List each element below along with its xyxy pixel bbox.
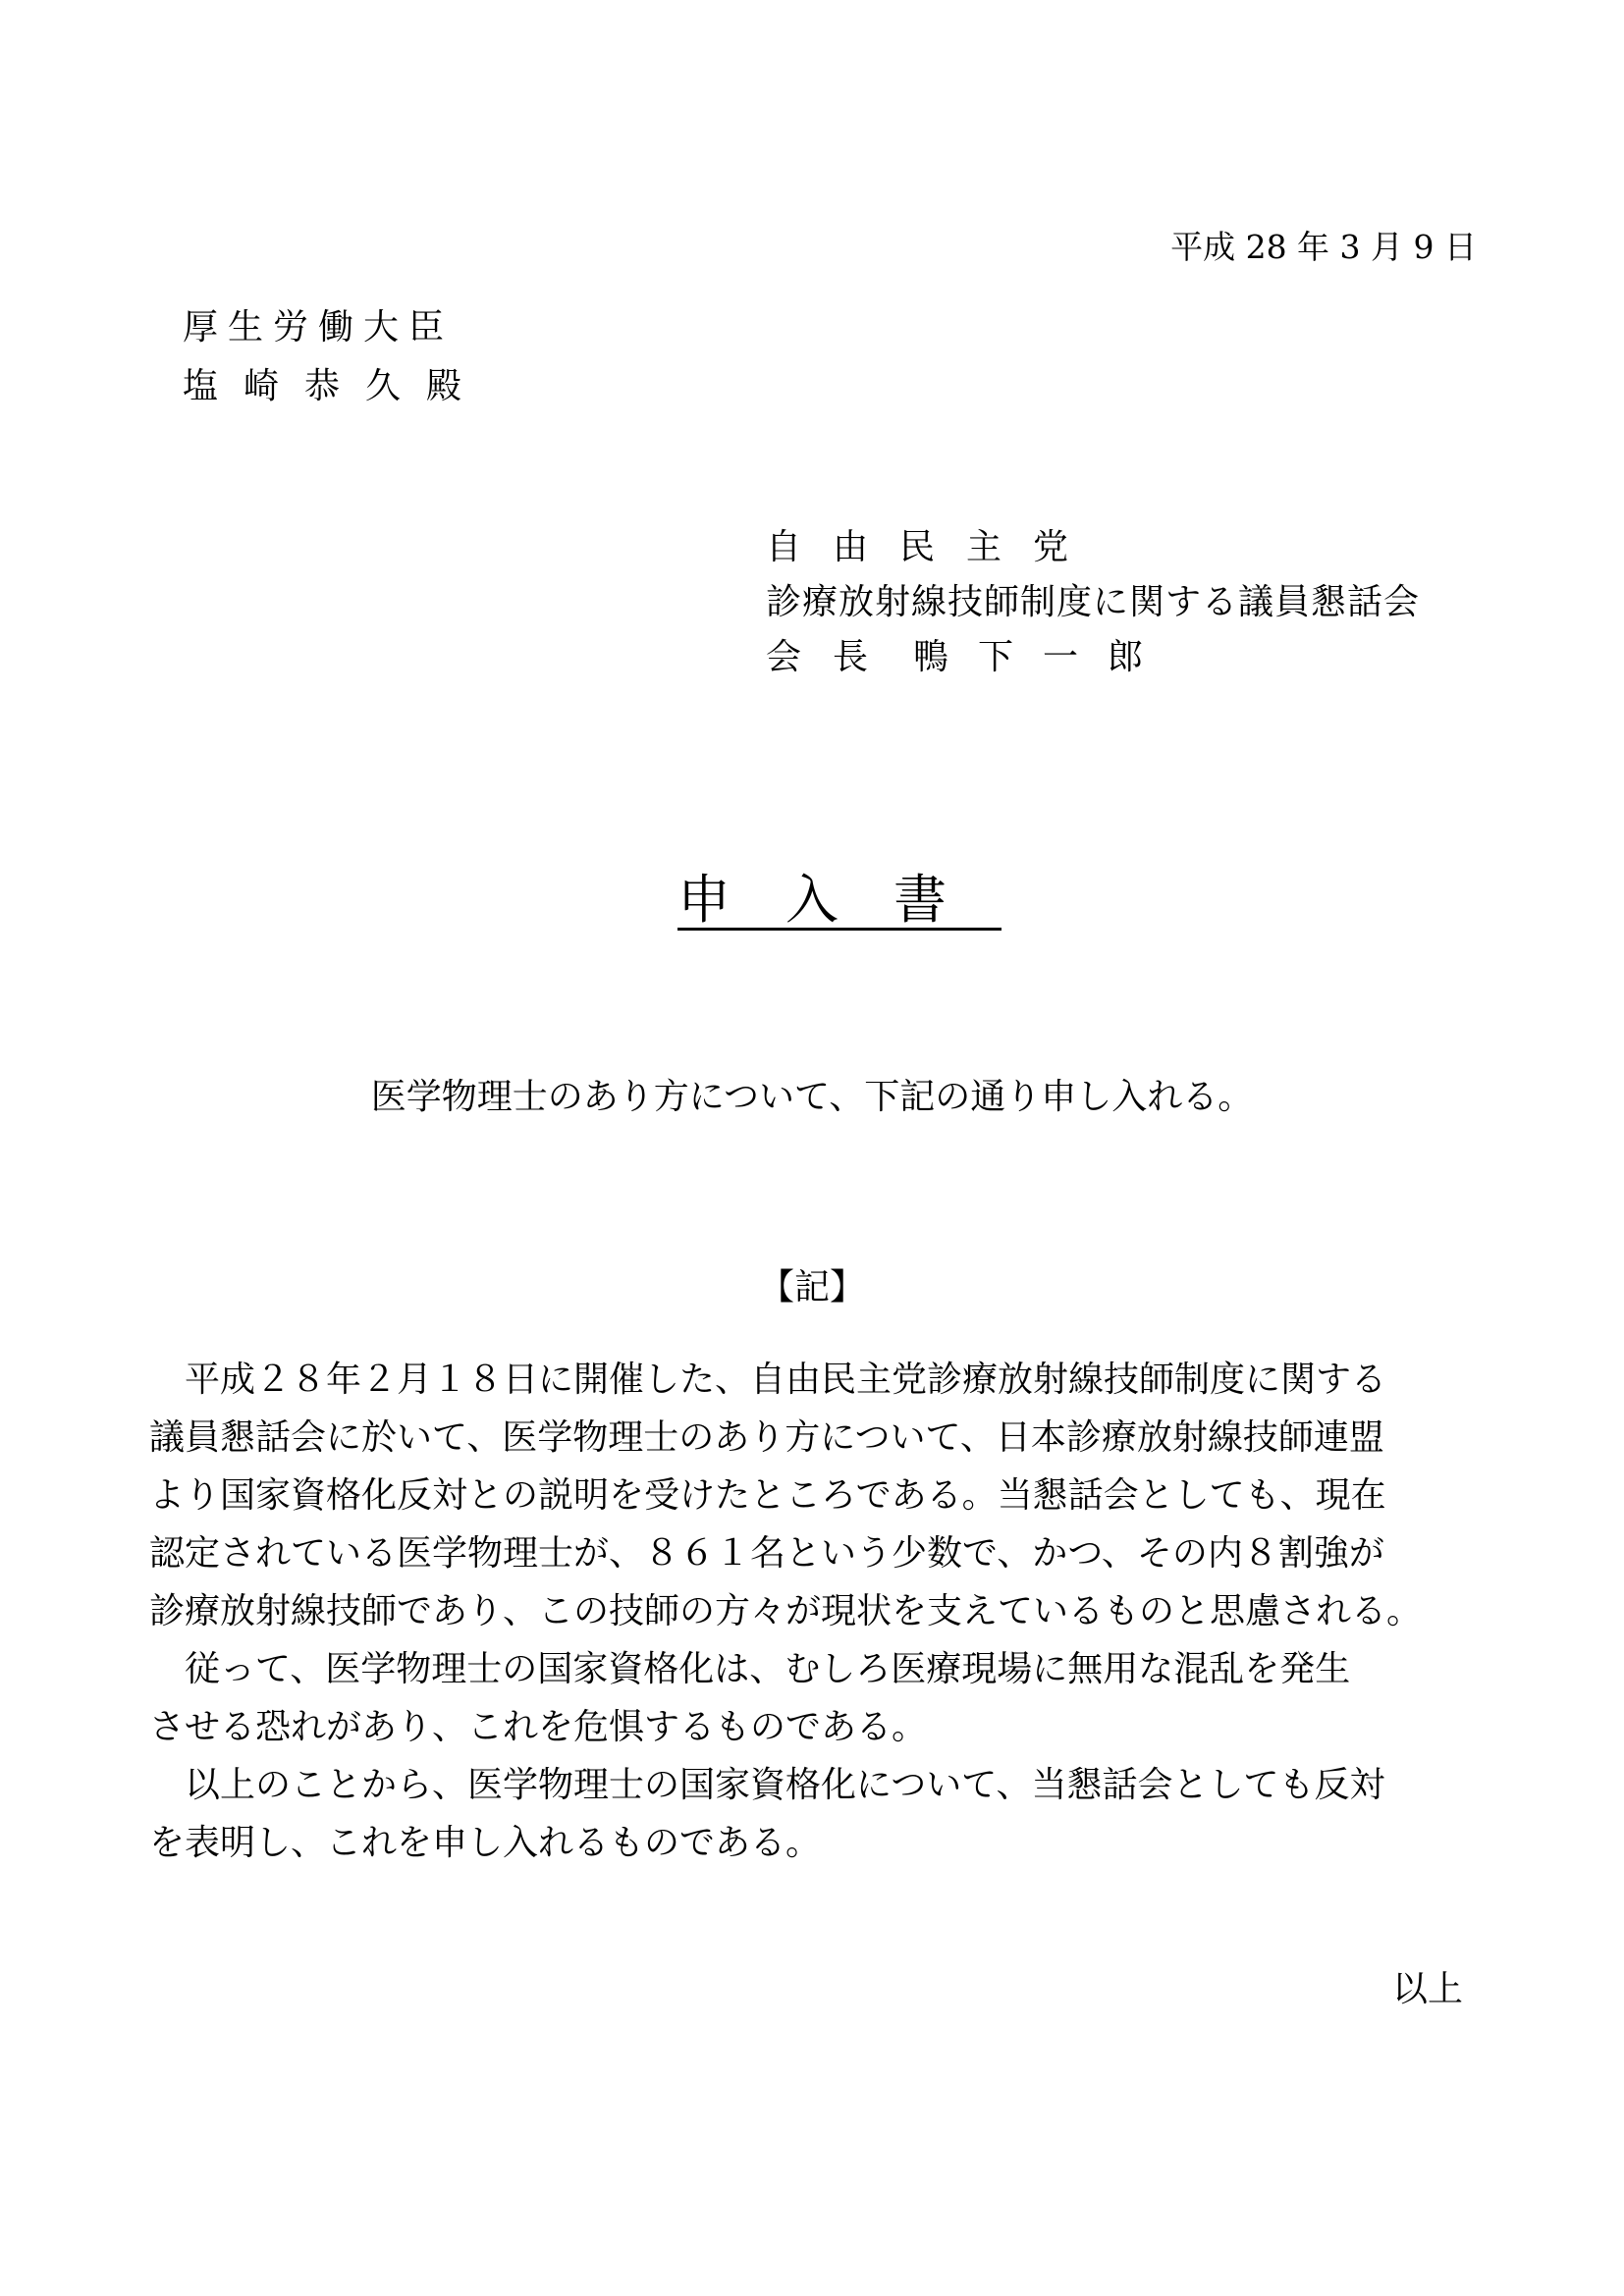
sender-chair-title: 会長 xyxy=(766,637,900,677)
closing-mark: 以上 xyxy=(1391,1969,1463,2009)
sender-chair-row xyxy=(766,630,1420,685)
body-line: 議員懇話会に於いて、医学物理士のあり方について、日本診療放射線技師連盟 xyxy=(149,1417,1384,1458)
intro-sentence: 医学物理士のあり方について、下記の通り申し入れる。 xyxy=(370,1077,1254,1117)
body-text xyxy=(149,1351,1504,1872)
body-line: を表明し、これを申し入れるものである。 xyxy=(149,1823,822,1863)
body-line: 診療放射線技師であり、この技師の方々が現状を支えているものと思慮される。 xyxy=(149,1591,1423,1631)
document-title: 申入書 xyxy=(677,869,1001,931)
document-date: 平成 28 年 3 月 9 日 xyxy=(1170,228,1477,266)
sender-party: 自由民主党 xyxy=(766,527,1101,567)
body-line: 従って、医学物理士の国家資格化は、むしろ医療現場に無用な混乱を発生 xyxy=(149,1649,1351,1689)
document-title-wrap xyxy=(0,866,1624,934)
addressee-title: 厚生労働大臣 xyxy=(183,307,455,347)
body-line: させる恐れがあり、これを危惧するものである。 xyxy=(149,1707,928,1747)
sender-organization: 診療放射線技師制度に関する議員懇話会 xyxy=(766,582,1421,622)
sender-block xyxy=(766,520,1420,685)
body-line: 以上のことから、医学物理士の国家資格化について、当懇話会としても反対 xyxy=(149,1765,1385,1805)
addressee-name: 塩崎恭久殿 xyxy=(183,366,488,406)
sender-chair-name: 鴨下一郎 xyxy=(913,637,1173,677)
addressee-block xyxy=(183,298,487,416)
body-line: より国家資格化反対との説明を受けたところである。当懇話会としても、現在 xyxy=(149,1475,1386,1516)
record-heading: 【記】 xyxy=(758,1267,865,1308)
body-line: 平成２８年２月１８日に開催した、自由民主党診療放射線技師制度に関する xyxy=(149,1360,1387,1400)
body-line: 認定されている医学物理士が、８６１名という少数で、かつ、その内８割強が xyxy=(149,1533,1384,1574)
